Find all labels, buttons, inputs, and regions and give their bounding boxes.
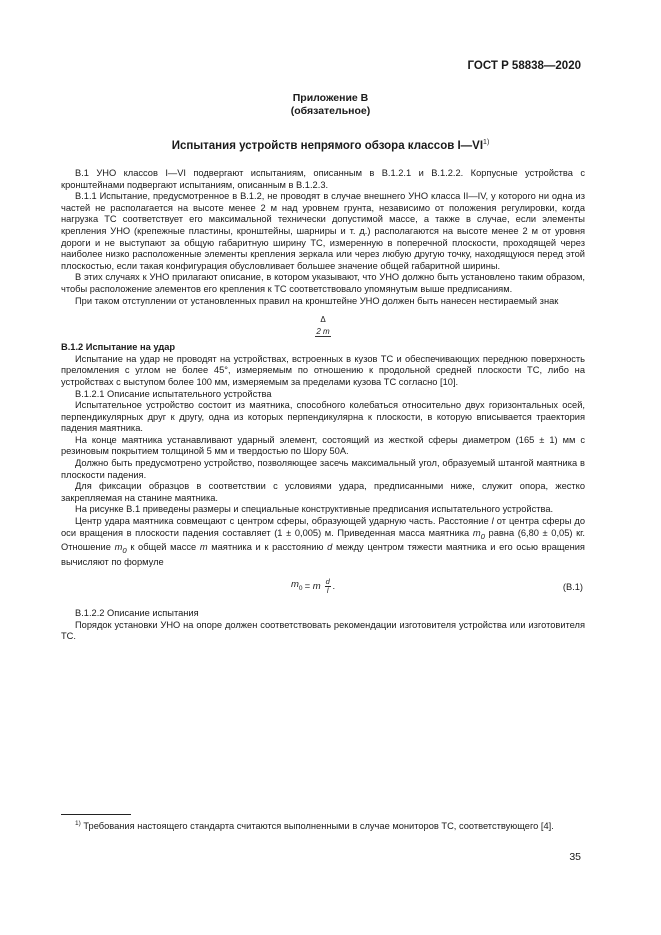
section-title (0, 139, 661, 152)
paragraph: На конце маятника устанавливают ударный элемент, состоящий из жесткой сферы диаметром (165 ± 1) мм с резиновым покрытием толщиной 5 мм и твердостью по Шору 50А. (61, 434, 585, 457)
equation-number: (В.1) (562, 582, 583, 593)
subsection-heading: В.1.2.2 Описание испытания (75, 608, 199, 619)
footnote-mark: 1) (75, 820, 81, 827)
variable-m0: $m_0$ (472, 527, 485, 541)
paragraph: Должно быть предусмотрено устройство, позволяющее засечь максимальный угол, образуемый штангой маятника в плоскости падения. (61, 458, 585, 480)
annex-status: (обязательное) (290, 105, 371, 117)
footnote-text: Требования настоящего стандарта считаются выполненными в случае мониторов ТС, соответствующего [4]. (83, 821, 554, 831)
variable-l: l (491, 516, 494, 527)
subsection-heading: В.1.2.1 Описание испытательного устройства (75, 388, 272, 399)
sign-marking (61, 327, 585, 337)
variable-m: m (199, 542, 208, 553)
paragraph: Центр удара маятника совмещают с центром сферы, образующей ударную часть. Расстояние l от центра сферы до оси вращения в плоскости падения составляет (1 ± 0,005) м. Приведенная масса маятника $m_0$ равна (6,80 ± 0,05) кг. Отношение $m_0$ к общей массе m маятника и к расстоянию d между центром тяжести маятника и его осью вращения вычисляют по формуле (61, 516, 586, 567)
paragraph: В.1.1 Испытание, предусмотренное в В.1.2, не проводят в случае внешнего УНО класса II—IV, у которого ни одна из частей не располагается на высоте менее 2 м над уровнем грунта, независимо от положения регулировки, когда нагрузка ТС соответствует его максимальной технически допустимой массе, а также в случае, если элементы крепления УНО (крепежные пластины, кронштейны, шарниры и т. д.) располагаются на высоте менее 2 м от уровня дороги и не выступают за общую габаритную ширину ТС, измеренную в поперечной плоскости, проходящей через наиболее низко расположенные элементы крепления зеркала или через любую другую точку, находящуюся перед этой плоскостью, если такая конфигурация обусловливает большее значение общей габаритной ширины. (61, 191, 585, 271)
standard-header: ГОСТ Р 58838—2020 (467, 60, 581, 72)
sign-delta-symbol: Δ (320, 315, 326, 325)
annex-heading (0, 92, 661, 118)
section-title-text: Испытания устройств непрямого обзора классов I—VI (171, 140, 484, 152)
subsection-heading: В.1.2 Испытание на удар (61, 342, 176, 353)
footnote (61, 818, 585, 833)
formula-numerator: d (325, 577, 330, 587)
paragraph: Порядок установки УНО на опоре должен соответствовать рекомендации изготовителя устройства или изготовителя ТС. (61, 619, 585, 642)
formula-eq: = m (304, 580, 321, 592)
sign-marking-text: 2 m (316, 327, 330, 337)
paragraph: При таком отступлении от установленных правил на кронштейне УНО должен быть нанесен нестираемый знак (75, 295, 559, 306)
document-body (61, 168, 585, 643)
formula-fraction (325, 578, 331, 595)
paragraph: В.1 УНО классов I—VI подвергают испытаниям, описанным в В.1.2.1 и В.1.2.2. Корпусные устройства с кронштейнами подвергают испытаниям, описанным в В.1.2.3. (61, 168, 585, 190)
footnote-reference[interactable]: 1) (483, 139, 490, 146)
formula-block (61, 576, 585, 602)
annex-title: Приложение В (292, 92, 369, 104)
paragraph: Испытание на удар не проводят на устройствах, встроенных в кузов ТС и обеспечивающих переднюю поверхность преломления с углом не более 45°, измеряемым по отношению к продольной средней плоскости ТС, либо на устройствах с выступом более 100 мм, измеряемым за пределами кузова ТС согласно [10]. (61, 353, 585, 387)
paragraph: Испытательное устройство состоит из маятника, способного колебаться относительно двух горизонтальных осей, перпендикулярных друг к другу, одна из которых перпендикулярна к плоскости, в которую вписывается траектория падения маятника. (61, 400, 585, 434)
paragraph: На рисунке В.1 приведены размеры и специальные конструктивные предписания испытательного устройства. (75, 504, 554, 515)
formula-denominator: l (326, 586, 329, 596)
formula (291, 578, 335, 595)
formula-end: . (332, 580, 336, 592)
page-number: 35 (569, 851, 581, 863)
variable-m0: $m_0$ (114, 542, 127, 555)
variable-d: d (327, 542, 333, 553)
footnote-divider (61, 814, 131, 815)
formula-lhs: $m_0$ (291, 578, 303, 592)
paragraph: Для фиксации образцов в соответствии с условиями удара, предписанными ниже, служит опора, жестко закрепляемая на станине маятника. (61, 481, 585, 503)
paragraph: В этих случаях к УНО прилагают описание, в котором указывают, что УНО должно быть установлено таким образом, чтобы расположение элементов его крепления к ТС соответствовало упомянутым выше предписаниям. (61, 272, 585, 294)
